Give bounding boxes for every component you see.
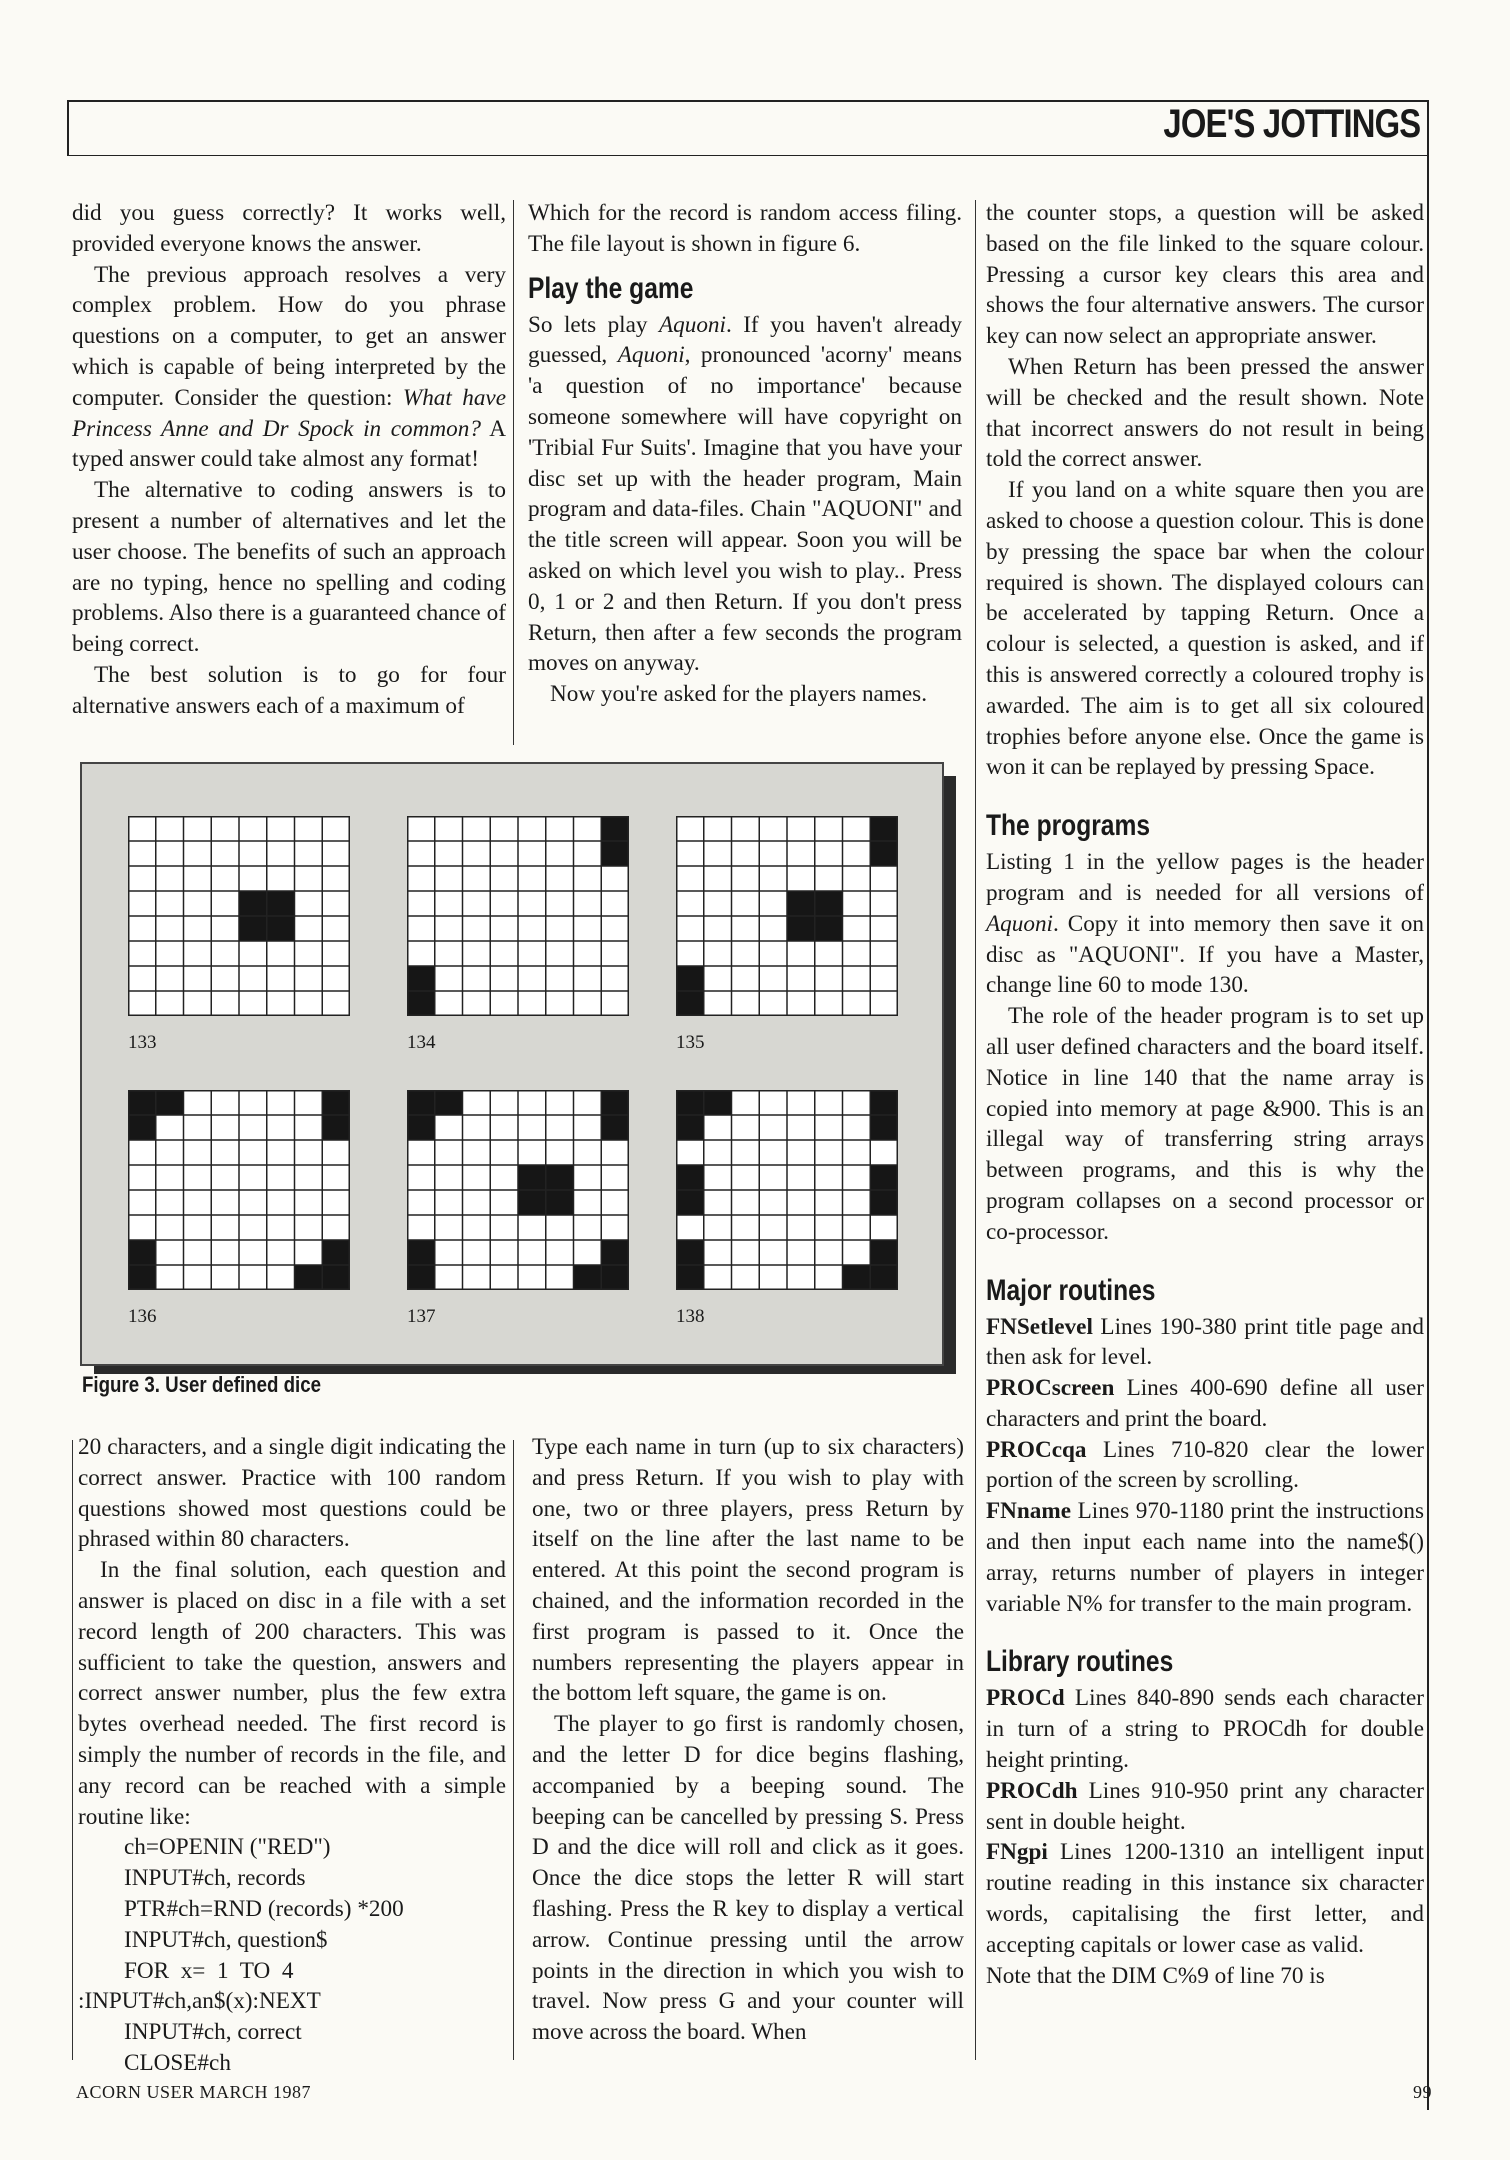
- dice-pip-cell: [128, 1240, 156, 1266]
- routine-entry: [986, 1837, 1424, 1960]
- dice-pip-cell: [787, 891, 815, 917]
- dice-pip-cell: [407, 966, 435, 992]
- dice-133: [128, 816, 350, 1016]
- routine-entry: [986, 1435, 1424, 1497]
- dice-pip-cell: [601, 841, 629, 867]
- dice-pip-cell: [815, 891, 843, 917]
- dice-pip-cell: [407, 991, 435, 1016]
- routine-entry: [986, 1683, 1424, 1775]
- dice-pip-cell: [322, 1115, 350, 1141]
- dice-grid: [128, 816, 350, 1016]
- dice-pip-cell: [870, 841, 898, 867]
- dice-grid: [407, 1090, 629, 1290]
- paragraph: The alternative to coding answers is to present a number of alternatives and let the user choose. The benefits of such an approach are no typing, hence no spelling and coding problems. Also there is a guaranteed chance of being correct.: [72, 477, 506, 658]
- title-italic: Aquoni: [986, 910, 1053, 937]
- dice-pip-cell: [870, 816, 898, 842]
- section-title: JOE'S JOTTINGS: [1163, 102, 1420, 146]
- heading-the-programs: The programs: [986, 809, 1151, 843]
- code-line: PTR#ch=RND (records) *200: [124, 1895, 404, 1922]
- routine-desc: Lines 710-820 clear the lower portion of the screen by scrolling.: [986, 1436, 1424, 1494]
- dice-pip-cell: [843, 1265, 871, 1290]
- footer-page-number: 99: [1413, 2082, 1432, 2102]
- dice-pip-cell: [870, 1090, 898, 1116]
- routine-desc: Lines 910-950 print any character sent in double height.: [986, 1777, 1424, 1835]
- code-line: FOR x= 1 TO 4: [124, 1957, 294, 1984]
- paragraph: The player to go first is randomly chosen, and the letter D for dice begins flashing, accompanied by a beeping sound. The beeping can be cancelled by pressing S. Press D and the dice will roll and click as it goes. Once the dice stops the letter R will start flashing. Press the R key to display a vertical arrow. Continue pressing until the arrow points in the direction in which you wish to travel. Now press G and your counter will move across the board. When: [532, 1711, 964, 2046]
- dice-label: 134: [407, 1032, 436, 1053]
- dice-pip-cell: [574, 1265, 602, 1290]
- title-italic: Aquoni: [617, 342, 685, 369]
- dice-pip-cell: [518, 1190, 546, 1216]
- column-1-bottom: [78, 1432, 506, 2079]
- dice-pip-cell: [128, 1090, 156, 1116]
- routine-desc: Lines 1200-1310 an intelligent input routine reading in this instance six character words, capitalising the first letter, and accepting capitals or lower case as valid.: [986, 1839, 1424, 1958]
- heading-play-the-game: Play the game: [528, 271, 694, 305]
- paragraph: 20 characters, and a single digit indicating the correct answer. Practice with 100 random questions showed most questions could be phrased within 80 characters.: [78, 1434, 506, 1553]
- dice-pip-cell: [870, 1115, 898, 1141]
- dice-pip-cell: [518, 1165, 546, 1191]
- dice-pip-cell: [156, 1090, 184, 1116]
- dice-pip-cell: [676, 1115, 704, 1141]
- paragraph-text: . Copy it into memory then save it on disc as "AQUONI". If you have a Master, change line 60 to mode 130.: [986, 910, 1424, 999]
- routine-entry: [986, 1312, 1424, 1374]
- column-3: [986, 198, 1424, 1991]
- dice-pip-cell: [239, 891, 267, 917]
- column-1-top: [72, 198, 506, 722]
- routine-name: FNname: [986, 1498, 1072, 1525]
- routine-name: FNSetlevel: [986, 1313, 1093, 1340]
- dice-138: [676, 1090, 898, 1290]
- dice-grid: [676, 816, 898, 1016]
- paragraph: In the final solution, each question and answer is placed on disc in a file with a set record length of 200 characters. This was sufficient to take the question, answers and correct answer number, plus the few extra bytes overhead needed. The first record is simply the number of records in the file, and any record can be reached with a simple routine like:: [78, 1557, 506, 1830]
- column-2-top: [528, 198, 962, 710]
- paragraph: the counter stops, a question will be asked based on the file linked to the square colour. Pressing a cursor key clears this area and shows the four alternative answers. The cursor key can now select an appropriate answer.: [986, 200, 1424, 350]
- code-listing: [78, 1832, 506, 2078]
- routine-desc: Lines 840-890 sends each character in turn of a string to PROCdh for double height printing.: [986, 1685, 1424, 1774]
- paragraph: Note that the DIM C%9 of line 70 is: [986, 1962, 1325, 1989]
- dice-label: 136: [128, 1306, 157, 1327]
- dice-pip-cell: [676, 1090, 704, 1116]
- dice-grid: [676, 1090, 898, 1290]
- column-rule-1-bottom: [513, 1440, 514, 2060]
- dice-pip-cell: [267, 916, 295, 942]
- dice-label: 138: [676, 1306, 705, 1327]
- dice-pip-cell: [676, 991, 704, 1016]
- routine-desc: Lines 970-1180 print the instructions and then input each name into the name$() array, returns number of players in integer variable N% for transfer to the main program.: [986, 1498, 1424, 1617]
- column-rule-0-bottom: [72, 1440, 73, 2060]
- paragraph-text: . If you haven't already guessed,: [528, 311, 962, 369]
- dice-pip-cell: [601, 1115, 629, 1141]
- paragraph: Now you're asked for the players names.: [550, 681, 927, 708]
- paragraph: Which for the record is random access filing. The file layout is shown in figure 6.: [528, 200, 962, 257]
- routine-entry: [986, 1776, 1424, 1838]
- dice-pip-cell: [407, 1265, 435, 1290]
- code-line: CLOSE#ch: [124, 2049, 231, 2076]
- dice-pip-cell: [407, 1115, 435, 1141]
- dice-pip-cell: [128, 1265, 156, 1290]
- dice-pip-cell: [676, 1265, 704, 1290]
- dice-pip-cell: [407, 1240, 435, 1266]
- code-line: INPUT#ch, records: [124, 1865, 306, 1892]
- dice-grid: [128, 1090, 350, 1290]
- routine-name: PROCdh: [986, 1777, 1078, 1804]
- column-rule-1-top: [513, 200, 514, 745]
- dice-pip-cell: [322, 1240, 350, 1266]
- paragraph: The role of the header program is to set up all user defined characters and the board itself. Notice in line 140 that the name array is copied into memory at page &900. This is an illegal way of transferring string arrays between programs, and this is why the program collapses on a second processor or co-processor.: [986, 1003, 1424, 1245]
- page-rule-right: [1427, 100, 1429, 2110]
- code-line: :INPUT#ch,an$(x):NEXT: [78, 1988, 321, 2015]
- routine-desc: Lines 190-380 print title page and then ask for level.: [986, 1313, 1424, 1371]
- figure-shadow: [944, 776, 956, 1370]
- dice-136: [128, 1090, 350, 1290]
- paragraph: Type each name in turn (up to six characters) and press Return. If you wish to play with one, two or three players, press Return by itself on the line after the last name to be entered. At this point the second program is chained, and the information recorded in the first program is passed to it. Once the numbers representing the players appear in the bottom left square, the game is on.: [532, 1434, 964, 1707]
- dice-label: 137: [407, 1306, 436, 1327]
- dice-grid: [407, 816, 629, 1016]
- dice-pip-cell: [546, 1165, 574, 1191]
- dice-pip-cell: [676, 1240, 704, 1266]
- routine-name: PROCscreen: [986, 1375, 1115, 1402]
- paragraph: did you guess correctly? It works well, provided everyone knows the answer.: [72, 200, 506, 257]
- dice-pip-cell: [601, 1265, 629, 1290]
- paragraph-text: Listing 1 in the yellow pages is the header program and is needed for all versions of: [986, 849, 1424, 906]
- dice-pip-cell: [815, 916, 843, 942]
- dice-pip-cell: [322, 1265, 350, 1290]
- dice-pip-cell: [787, 916, 815, 942]
- column-2-bottom: [532, 1432, 964, 2048]
- dice-pip-cell: [601, 1090, 629, 1116]
- routine-desc: Lines 400-690 define all user characters and print the board.: [986, 1375, 1424, 1432]
- title-italic: Aquoni: [658, 311, 726, 338]
- dice-pip-cell: [601, 1240, 629, 1266]
- dice-135: [676, 816, 898, 1016]
- question-example: What have Princess Anne and Dr Spock in common?: [72, 384, 507, 442]
- paragraph-text: , pronounced 'acorny' means 'a question of no importance' because someone somewhere will have copyright on 'Tribial Fur Suits'. Imagine that you have your disc set up with the header program, Main program and data-files. Chain "AQUONI" and the title screen will appear. Soon you will be asked on which level you wish to play.. Press 0, 1 or 2 and then Return. If you don't press Return, then after a few seconds the program moves on anyway.: [528, 342, 963, 677]
- dice-pip-cell: [267, 891, 295, 917]
- dice-pip-cell: [704, 1090, 732, 1116]
- paragraph: [986, 847, 1424, 1001]
- dice-pip-cell: [546, 1190, 574, 1216]
- dice-pip-cell: [870, 1265, 898, 1290]
- code-line: ch=OPENIN ("RED"): [124, 1834, 331, 1861]
- column-rule-2: [975, 200, 976, 2060]
- dice-pip-cell: [128, 1115, 156, 1141]
- dice-pip-cell: [676, 966, 704, 992]
- paragraph: [72, 260, 506, 476]
- paragraph: If you land on a white square then you are asked to choose a question colour. This is done by pressing the space bar when the colour required is shown. The displayed colours can be accelerated by tapping Return. Once a colour is selected, a question is asked, and if this is answered correctly a coloured trophy is awarded. The aim is to get all six coloured trophies before anyone else. Once the game is won it can be replayed by pressing Space.: [986, 477, 1424, 781]
- paragraph-text: A typed answer could take almost any format!: [72, 415, 507, 473]
- code-line: INPUT#ch, correct: [124, 2019, 302, 2046]
- figure-caption: Figure 3. User defined dice: [82, 1372, 322, 1397]
- routine-name: PROCcqa: [986, 1436, 1087, 1463]
- dice-label: 133: [128, 1032, 157, 1053]
- dice-pip-cell: [239, 916, 267, 942]
- paragraph-text: So lets play: [528, 311, 659, 338]
- dice-137: [407, 1090, 629, 1290]
- dice-pip-cell: [601, 816, 629, 842]
- routine-name: FNgpi: [986, 1839, 1048, 1866]
- heading-library-routines: Library routines: [986, 1645, 1174, 1679]
- code-line: INPUT#ch, question$: [124, 1926, 328, 1953]
- dice-pip-cell: [407, 1090, 435, 1116]
- dice-pip-cell: [676, 1190, 704, 1216]
- dice-pip-cell: [295, 1265, 323, 1290]
- header-rule-left: [67, 100, 69, 155]
- dice-pip-cell: [870, 1240, 898, 1266]
- figure-dice: [80, 762, 944, 1366]
- dice-134: [407, 816, 629, 1016]
- dice-pip-cell: [676, 1165, 704, 1191]
- dice-pip-cell: [322, 1090, 350, 1116]
- paragraph-text: The previous approach resolves a very complex problem. How do you phrase questions on a computer, to get an answer which is capable of being interpreted by the computer. Consider the question:: [72, 261, 506, 411]
- header-rule-bottom: [67, 155, 1427, 156]
- routine-entry: [986, 1496, 1424, 1619]
- routine-name: PROCd: [986, 1685, 1065, 1712]
- dice-label: 135: [676, 1032, 705, 1053]
- dice-pip-cell: [870, 1165, 898, 1191]
- routine-entry: [986, 1373, 1424, 1435]
- footer-publication: ACORN USER MARCH 1987: [76, 2082, 312, 2102]
- heading-major-routines: Major routines: [986, 1273, 1156, 1307]
- paragraph: When Return has been pressed the answer will be checked and the result shown. Note that incorrect answers do not result in being told the correct answer.: [986, 353, 1424, 473]
- paragraph: [528, 310, 962, 680]
- dice-pip-cell: [435, 1090, 463, 1116]
- dice-pip-cell: [870, 1190, 898, 1216]
- paragraph: The best solution is to go for four alternative answers each of a maximum of: [72, 661, 506, 719]
